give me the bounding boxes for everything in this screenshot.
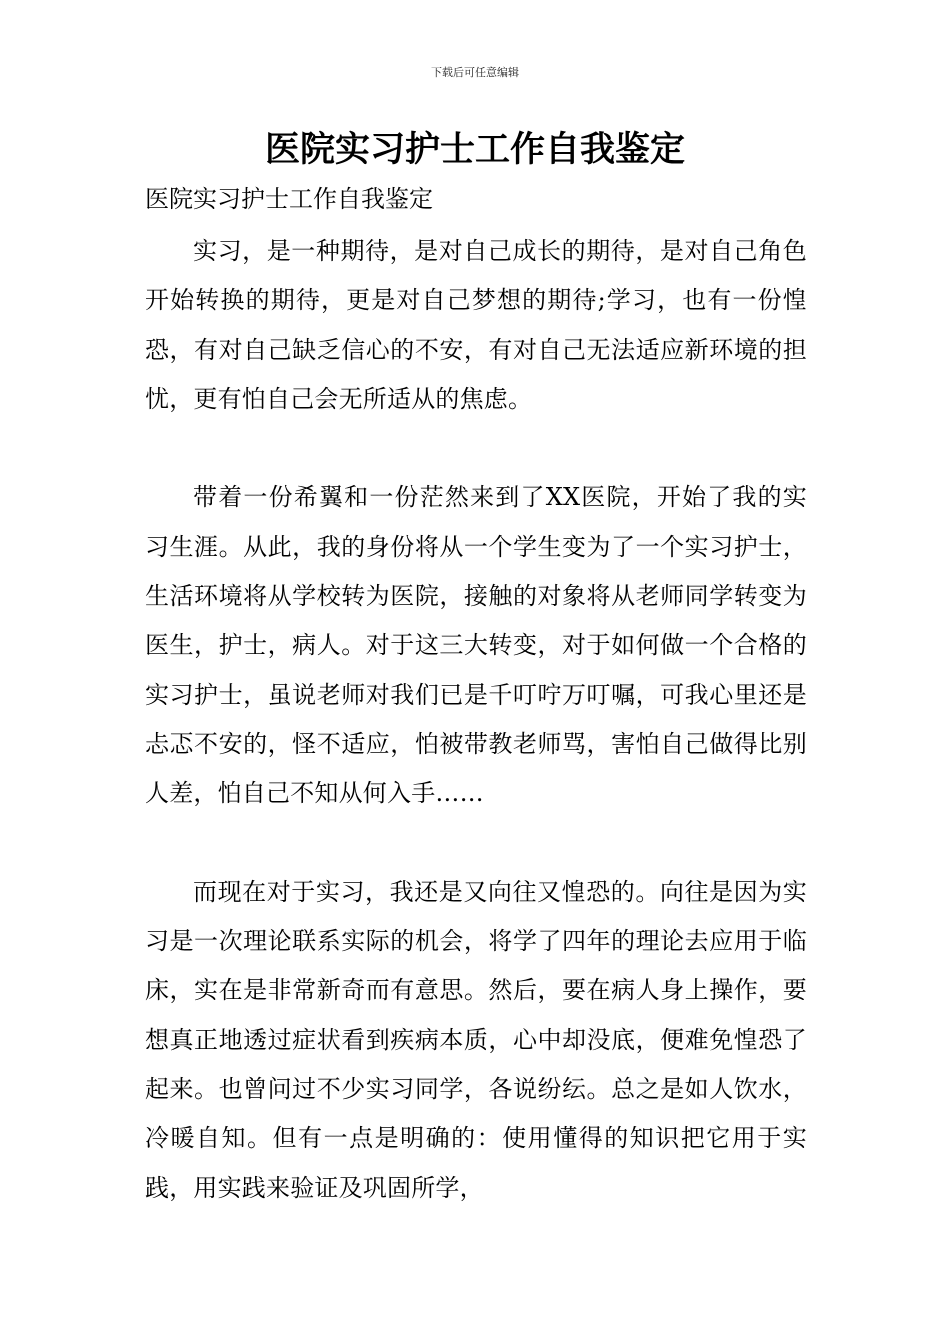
paragraph-spacer [145,424,807,473]
paragraph-1: 实习，是一种期待，是对自己成长的期待，是对自己角色开始转换的期待，更是对自己梦想的期待;学习，也有一份惶恐，有对自己缺乏信心的不安，有对自己无法适应新环境的担忧，更有怕自己会无所适从的焦虑。 [145,237,807,413]
header-note: 下载后可任意编辑 [431,66,519,79]
paragraph-2: 带着一份希翼和一份茫然来到了XX医院，开始了我的实习生涯。从此，我的身份将从一个学生变为了一个实习护士，生活环境将从学校转为医院，接触的对象将从老师同学转变为医生，护士，病人。对于这三大转变，对于如何做一个合格的实习护士，虽说老师对我们已是千叮咛万叮嘱，可我心里还是忐忑不安的，怪不适应，怕被带教老师骂，害怕自己做得比别人差，怕自己不知从何入手…… [145,483,807,808]
document-body [145,227,807,1213]
document-title: 医院实习护士工作自我鉴定 [264,129,685,170]
document-subtitle: 医院实习护士工作自我鉴定 [145,185,433,213]
paragraph-3: 而现在对于实习，我还是又向往又惶恐的。向往是因为实习是一次理论联系实际的机会，将学了四年的理论去应用于临床，实在是非常新奇而有意思。然后，要在病人身上操作，要想真正地透过症状看到疾病本质，心中却没底，便难免惶恐了起来。也曾问过不少实习同学，各说纷纭。总之是如人饮水，冷暖自知。但有一点是明确的：使用懂得的知识把它用于实践，用实践来验证及巩固所学， [145,877,807,1202]
paragraph-spacer [145,819,807,868]
